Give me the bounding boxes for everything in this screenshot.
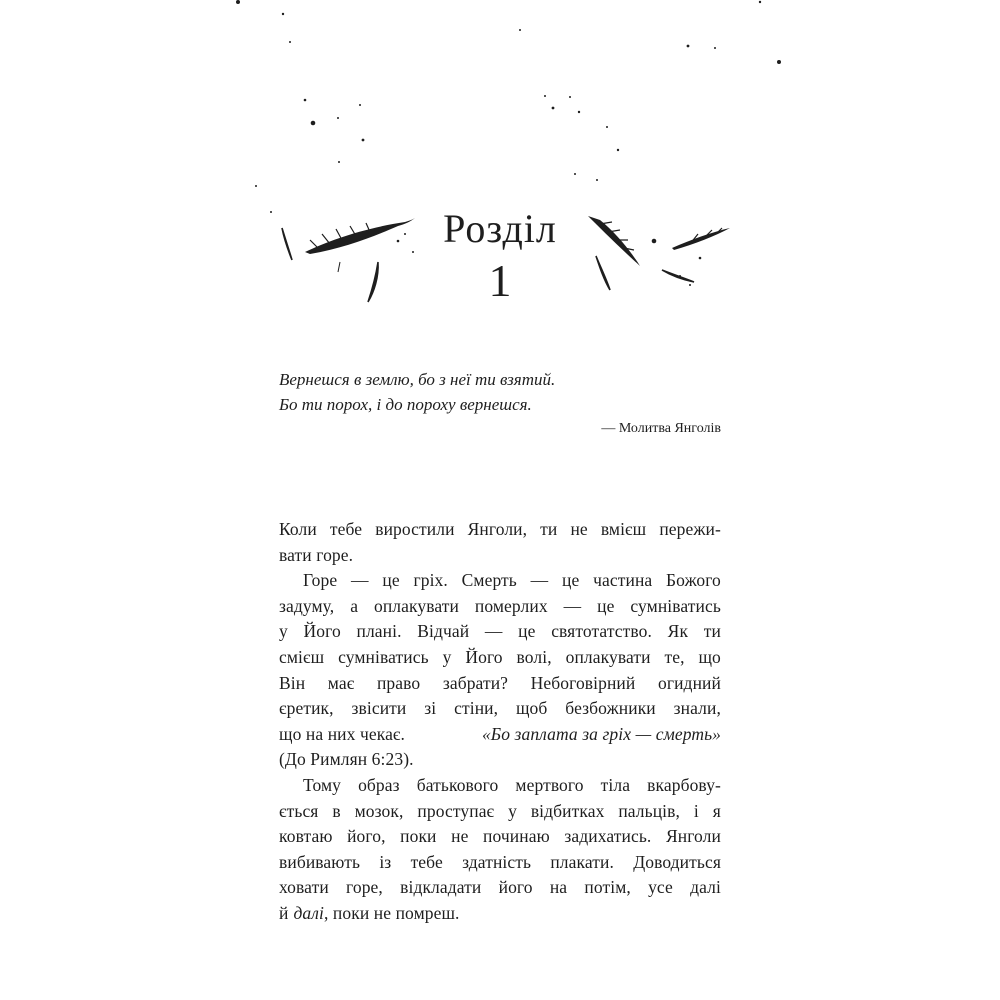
text-line <box>279 747 721 773</box>
word: далі <box>690 877 721 898</box>
word: не <box>451 826 469 847</box>
word: його, <box>347 826 386 847</box>
word: поки <box>400 826 437 847</box>
word: проступає <box>417 800 495 821</box>
word: смієш <box>279 646 325 667</box>
word: Коли <box>279 519 317 539</box>
word: звісити <box>351 698 407 719</box>
word: — <box>351 570 369 591</box>
word: оплакувати <box>565 646 651 667</box>
text-run: вати горе. <box>279 544 354 565</box>
word: частина <box>593 570 653 591</box>
word: плакати. <box>550 851 614 872</box>
word: право <box>376 672 421 693</box>
scripture-quote: «Бо заплата за гріх — смерть» <box>481 723 721 744</box>
word: Небоговірний <box>530 672 636 693</box>
word: гріх. <box>413 570 448 591</box>
word: не <box>570 519 588 539</box>
word: ється <box>279 800 319 821</box>
word: сумніватись <box>338 646 429 667</box>
word: вкарбову- <box>647 774 721 795</box>
word: відкладати <box>400 877 482 898</box>
word: у <box>508 800 517 821</box>
text-line <box>279 619 721 645</box>
word: плані. <box>356 621 402 642</box>
word: вибивають <box>279 851 361 872</box>
word: у <box>279 621 288 642</box>
word: має <box>327 672 355 693</box>
word: Він <box>279 672 306 693</box>
word: батькового <box>416 774 499 795</box>
word: Відчай <box>417 621 470 642</box>
word: Янголи, <box>467 519 528 539</box>
word: сумніватись <box>630 595 721 616</box>
word: волі, <box>516 646 552 667</box>
word: на <box>549 877 568 898</box>
word: ковтаю <box>279 826 333 847</box>
word: я <box>712 800 721 821</box>
word: а <box>350 595 359 616</box>
chapter-title: Розділ <box>443 206 557 251</box>
word: ти <box>703 621 721 642</box>
epigraph <box>279 367 721 440</box>
word: Як <box>667 621 689 642</box>
text-line <box>279 722 721 748</box>
word: щоб <box>515 698 548 719</box>
epigraph-source: — Молитва Янголів <box>601 421 721 436</box>
scripture-reference: (До Римлян 6:23). <box>279 749 414 770</box>
text-line <box>279 517 721 543</box>
word: вмієш <box>600 519 647 539</box>
word: Горе <box>303 570 338 591</box>
word: виростили <box>375 519 455 539</box>
word: із <box>379 851 392 872</box>
text-line <box>279 850 721 876</box>
word: пальців, <box>618 800 680 821</box>
word: оплакувати <box>373 595 459 616</box>
emphasis: далі <box>293 902 324 923</box>
word: ховати <box>279 877 329 898</box>
word: задихатись. <box>564 826 652 847</box>
word: це <box>597 595 615 616</box>
word: те, <box>664 646 685 667</box>
word: що <box>698 646 721 667</box>
word: — <box>563 595 582 616</box>
word: Смерть <box>461 570 517 591</box>
epigraph-line: Вернешся в землю, бо з неї ти взятий. <box>279 370 556 389</box>
word: це <box>382 570 400 591</box>
word: тебе <box>329 519 363 539</box>
text-line <box>279 696 721 722</box>
text-run: , поки не помреш. <box>323 902 460 923</box>
word: у <box>442 646 452 667</box>
word: знали, <box>673 698 721 719</box>
text-line <box>279 543 721 569</box>
text-line <box>279 568 721 594</box>
chapter-number: 1 <box>488 255 512 306</box>
word: ти <box>540 519 558 539</box>
epigraph-line: Бо ти порох, і до пороху вернешся. <box>279 395 532 414</box>
word: в <box>332 800 341 821</box>
text-line <box>279 645 721 671</box>
word: здатність <box>462 851 532 872</box>
word: тіла <box>600 774 631 795</box>
word: починаю <box>483 826 550 847</box>
word: огидний <box>657 672 721 693</box>
word: забрати? <box>442 672 509 693</box>
word: усе <box>648 877 673 898</box>
word: Доводиться <box>633 851 721 872</box>
word: померлих <box>474 595 548 616</box>
text-run: що на них чекає. <box>279 723 406 744</box>
word: потім, <box>584 877 631 898</box>
word: безбожники <box>565 698 656 719</box>
text-line <box>279 824 721 850</box>
word: горе, <box>346 877 383 898</box>
text-line <box>279 799 721 825</box>
word: єретик, <box>279 698 334 719</box>
text-line <box>279 875 721 901</box>
word: стіни, <box>454 698 499 719</box>
chapter-body-text <box>279 517 721 927</box>
word: Божого <box>666 570 721 591</box>
word: його <box>498 877 533 898</box>
text-line <box>279 671 721 697</box>
word: задуму, <box>279 595 335 616</box>
word: — <box>530 570 549 591</box>
word: Його <box>303 621 341 642</box>
word: образ <box>358 774 400 795</box>
text-line <box>279 901 721 927</box>
word: відбитках <box>530 800 605 821</box>
word: мертвого <box>515 774 584 795</box>
word: мозок, <box>354 800 404 821</box>
word: це <box>562 570 580 591</box>
text-line <box>279 773 721 799</box>
word: і <box>693 800 699 821</box>
text-run: й <box>279 902 289 923</box>
word: — <box>484 621 503 642</box>
word: святотатство. <box>551 621 652 642</box>
word: це <box>518 621 536 642</box>
word: Янголи <box>665 826 721 847</box>
word: Тому <box>303 774 342 795</box>
word: зі <box>424 698 437 719</box>
word: Його <box>465 646 503 667</box>
word: тебе <box>410 851 443 872</box>
text-line <box>279 594 721 620</box>
word: пережи- <box>659 519 721 539</box>
